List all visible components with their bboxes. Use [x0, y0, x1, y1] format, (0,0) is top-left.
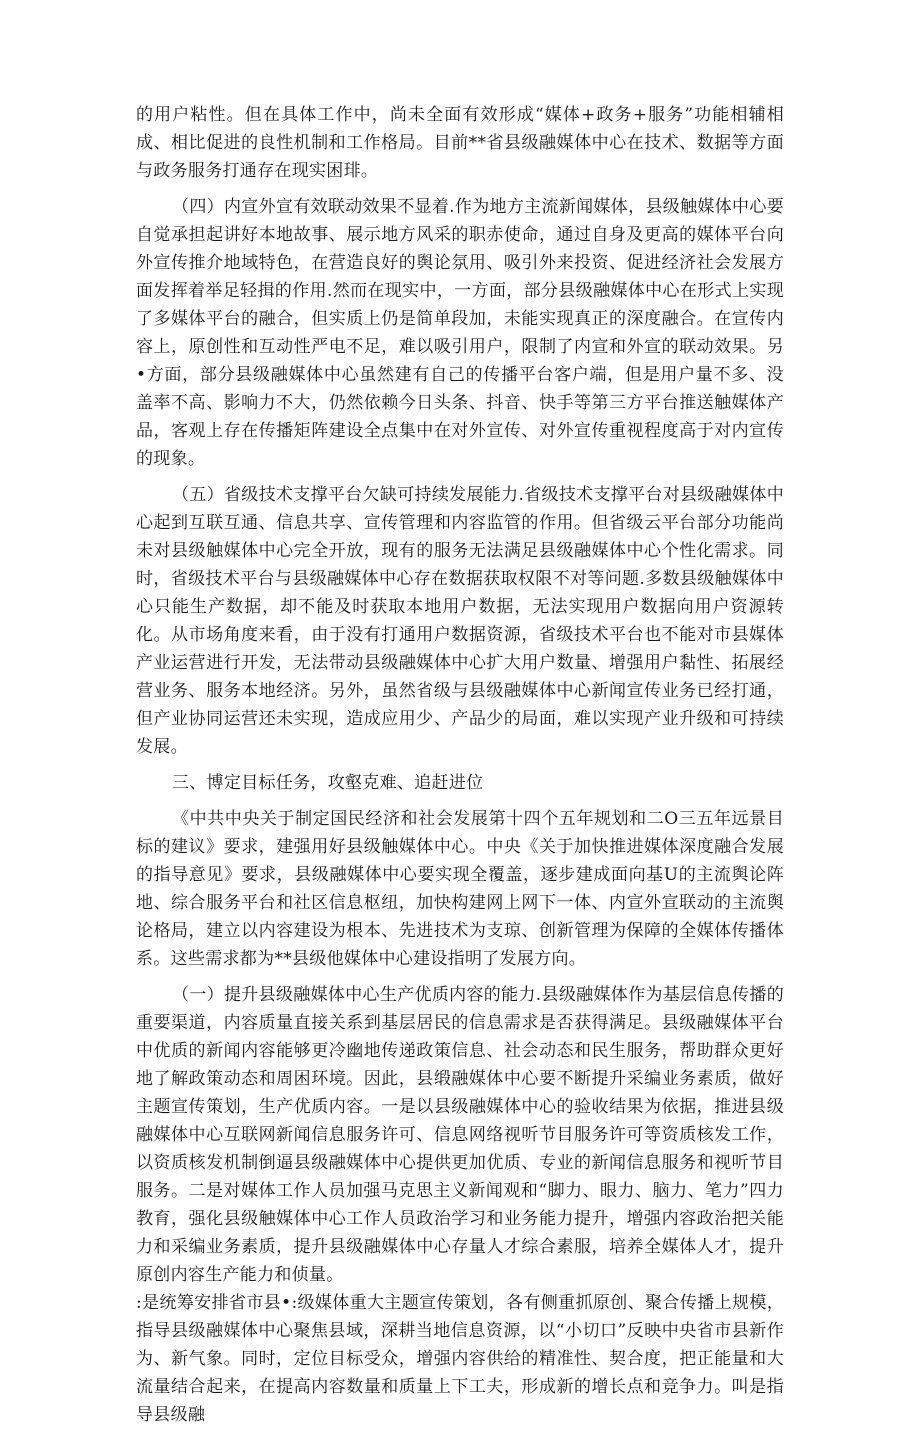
- heading-part-3: 三、博定目标任务，攻壑克难、追赶进位: [172, 773, 484, 793]
- paragraph-section-4: （四）内宣外宣有效联动效果不显着.作为地方主流新闻媒体，县级触媒体中心要自觉承担起讲好本地故事、展示地方风采的职赤使命，通过自身及更高的媒体平台向外宣传推介地域特色，在营造良好的舆论氛用、吸引外来投资、促进经济社会发展方面发挥着举足轻揖的作用.然而在现实中，一方面，部分县级融媒体中心在形式上实现了多媒体平台的融合，但实质上仍是简单段加，未能实现真正的深度融合。在宣传内容上，原创性和互动性严电不足，难以吸引用户，限制了内宣和外宣的联动效果。另•方面，部分县级融媒体中心虽然建有自己的传播平台客户端，但是用户量不多、没盖率不高、影响力不大，仍然依赖今日头条、抖音、快手等第三方平台推送触媒体产品，客观上存在传播矩阵建设全点集中在对外宣传、对外宣传重视程度高于对内宣传的现象。: [136, 197, 784, 469]
- paragraph-central-requirements: 《中共中央关于制定国民经济和社会发展第十四个五年规划和二O三五年远景目标的建议》要求，建强用好县级触媒体中心。中央《关于加快推进媒体深度融合发展的指导意见》要求，县级融媒体中心要实现全覆盖，逐步建成面向基U的主流舆论阵地、综合服务平台和社区信息枢纽，加快构建网上网下一体、内宣外宣联动的主流舆论格局，建立以内容建设为根本、先进技术为支琼、创新管理为保障的全媒体传播体系。这些需求都为**县级他媒体中心建设指明了发展方向。: [136, 809, 784, 969]
- paragraph-user-stickiness: 的用户粘性。但在具体工作中，尚未全面有效形成“媒体+政务+服务”功能相辅相成、相比促进的良性机制和工作格局。目前**省县级融媒体中心在技术、数据等方面与政务服务打通存在现实困琲。: [136, 105, 784, 181]
- paragraph-continuation: :是统筹安排省市县•:级媒体重大主题宣传策划，各有侧重抓原创、聚合传播上规模，指导县级融媒体中心聚焦县域，深耕当地信息资源，以“小切口”反映中央省市县新作为、新气象。同时，定位目标受众，增强内容供给的精准性、契合度，把正能量和大流量结合起来，在提高内容数量和质量上下工夫，形成新的增长点和竞争力。叫是指导县级融: [136, 1293, 784, 1425]
- paragraph-subsection-1: （一）提升县级融媒体中心生产优质内容的能力.县级融媒体作为基层信息传播的重要渠道，内容质量直接关系到基层居民的信息需求是否获得满足。县级融媒体平台中优质的新闻内容能够更冷幽地传递政策信息、社会动态和民生服务，帮助群众更好地了解政策动态和周困环境。因此，县缎融媒体中心要不断提升采编业务素质，做好主题宣传策划，生产优质内容。一是以县级融媒体中心的验收结果为依据，推进县级融媒体中心互联网新闻信息服务许可、信息网络视听节目服务许可等资质核发工作，以资质核发机制倒逼县级融媒体中心提供更加优质、专业的新闻信息服务和视听节目服务。二是对媒体工作人员加强马克思主义新闻观和“脚力、眼力、脑力、笔力”四力教育，强化县级触媒体中心工作人员政治学习和业务能力提升，增强内容政治把关能力和采编业务素质，提升县级融媒体中心存量人才综合素服，培养全媒体人才，提升原创内容生产能力和侦量。: [136, 985, 784, 1285]
- paragraph-section-5: （五）省级技术支撑平台欠缺可持续发展能力.省级技术支撑平台对县级融媒体中心起到互联互通、信息共享、宣传管理和内容监管的作用。但省级云平台部分功能尚未对县级触媒体中心完全开放，现有的服务无法满足县级融媒体中心个性化需求。同时，省级技术平台与县级融媒体中心存在数据获取权限不对等问题.多数县级触媒体中心只能生产数据，却不能及时获取本地用户数据，无法实现用户数据向用户资源转化。从市场角度来看，由于没有打通用户数据资源，省级技术平台也不能对市县媒体产业运营进行开发，无法带动县级融媒体中心扩大用户数量、增强用户黏性、拓展经营业务、服务本地经济。另外，虽然省级与县级融媒体中心新闻宣传业务已经打通，但产业协同运营还未实现，造成应用少、产品少的局面，难以实现产业升级和可持续发展。: [136, 485, 784, 757]
